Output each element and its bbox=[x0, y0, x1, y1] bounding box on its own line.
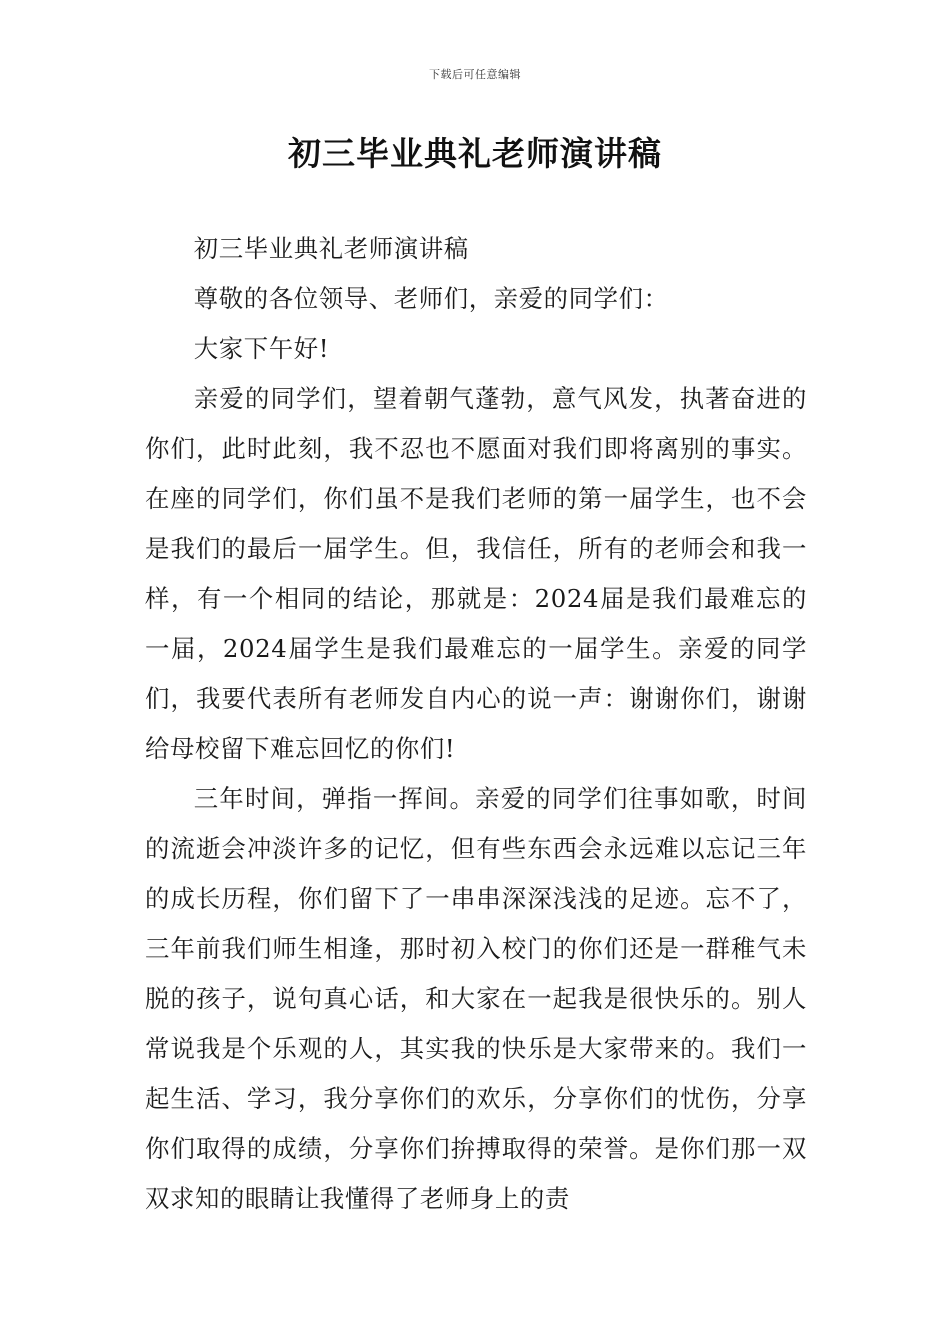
document-title: 初三毕业典礼老师演讲稿 bbox=[288, 134, 662, 173]
paragraph-body: 三年时间，弹指一挥间。亲爱的同学们往事如歌，时间的流逝会冲淡许多的记忆，但有些东西会永远难以忘记三年的成长历程，你们留下了一串串深深浅浅的足迹。忘不了，三年前我们师生相逢，那时初入校门的你们还是一群稚气未脱的孩子，说句真心话，和大家在一起我是很快乐的。别人常说我是个乐观的人，其实我的快乐是大家带来的。我们一起生活、学习，我分享你们的欢乐，分享你们的忧伤，分享你们取得的成绩，分享你们拚搏取得的荣誉。是你们那一双双求知的眼睛让我懂得了老师身上的责 bbox=[145, 784, 807, 1213]
paragraph-salutation: 尊敬的各位领导、老师们，亲爱的同学们： bbox=[193, 284, 669, 313]
paragraph-body: 亲爱的同学们，望着朝气蓬勃，意气风发，执著奋进的你们，此时此刻，我不忍也不愿面对我们即将离别的事实。在座的同学们，你们虽不是我们老师的第一届学生，也不会是我们的最后一届学生。但，我信任，所有的老师会和我一样，有一个相同的结论，那就是：2024届是我们最难忘的一届，2024届学生是我们最难忘的一届学生。亲爱的同学们，我要代表所有老师发自内心的说一声：谢谢你们，谢谢给母校留下难忘回忆的你们! bbox=[145, 384, 807, 763]
document-body bbox=[145, 224, 807, 1224]
paragraph-greeting: 大家下午好! bbox=[193, 334, 330, 363]
paragraph-subtitle: 初三毕业典礼老师演讲稿 bbox=[193, 234, 469, 263]
header-note: 下载后可任意编辑 bbox=[429, 68, 521, 81]
